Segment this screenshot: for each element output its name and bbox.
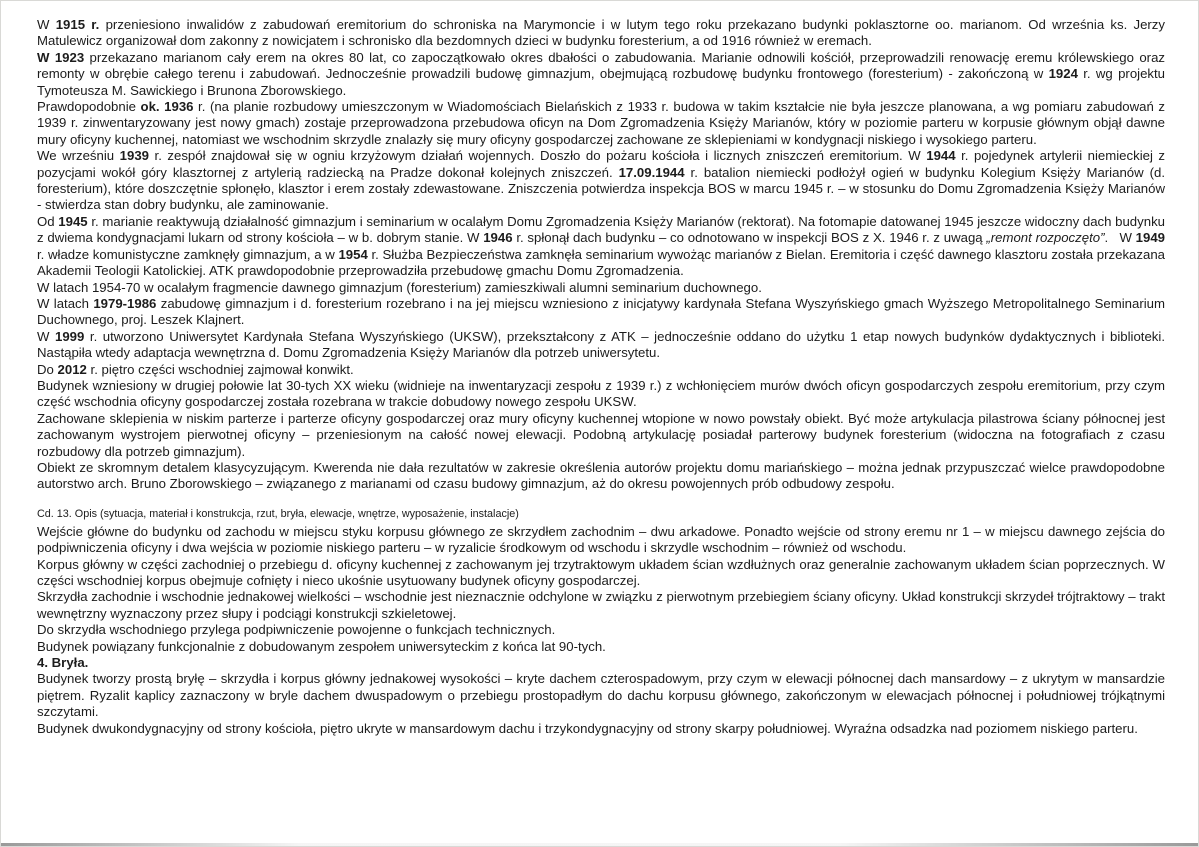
text-run: 1945: [58, 213, 88, 229]
text-run: „remont rozpoczęto”: [986, 230, 1105, 246]
text-run: r. piętro części wschodniej zajmował konwikt.: [86, 361, 354, 377]
text-run: 1954: [338, 246, 368, 262]
text-run: 1999: [55, 328, 85, 344]
text-run: r. batalion niemiecki podłożył ogień w budynku Kolegium Księży Marianów (d. foresterium), które doszczętnie spłonęło, klasztor i erem zostały zdewastowane. Zniszczenia potwierdza inspekcja BOS w marcu 1945 r. – w stosunku do Domu Zgromadzenia Księży Marianów - stwierdza stan dobry budynku, ale zaminowanie.: [37, 164, 1165, 213]
text-run: 17.09.1944: [618, 164, 685, 180]
text-run: 1944: [926, 148, 956, 164]
text-run: Do skrzydła wschodniego przylega podpiwniczenie powojenne o funkcjach technicznych.: [37, 622, 556, 638]
text-run: r. Służba Bezpieczeństwa zamknęła seminarium wywożąc marianów z Bielan. Eremitoria i część dawnego klasztoru została przekazana Akademii Teologii Katolickiej. ATK prawdopodobnie przeprowadziła przebudowę gmachu Domu Zgromadzenia.: [37, 246, 1165, 279]
text-run: przeniesiono inwalidów z zabudowań eremitorium do schroniska na Marymoncie i w lutym tego roku przekazano budynki poklasztorne oo. marianom. Od września ks. Jerzy Matulewicz organizował dom zakonny z nowicjatem i schronisko dla bezdomnych dzieci w budynku foresterium, a od 1916 również w eremach.: [37, 17, 1165, 49]
text-run: 1915 r.: [55, 17, 100, 32]
text-run: 1946: [483, 230, 513, 246]
text-run: Do: [37, 361, 58, 377]
paragraph: [37, 557, 1165, 590]
text-run: Budynek powiązany funkcjonalnie z dobudowanym zespołem uniwersyteckim z końca lat 90-tych.: [37, 638, 606, 654]
text-run: ok. 1936: [140, 99, 194, 115]
text-run: zabudowę gimnazjum i d. foresterium rozebrano i na jej miejscu wzniesiono z inicjatywy kardynała Stefana Wyszyńskiego gmach Wyższego Metropolitalnego Seminarium Duchownego, proj. Leszek Klajnert.: [37, 295, 1165, 328]
paragraph: [37, 589, 1165, 622]
text-run: r. władze komunistyczne zamknęły gimnazjum, a w: [37, 246, 339, 262]
paragraph: [37, 378, 1165, 411]
paragraph: [37, 362, 1165, 378]
paragraph: [37, 671, 1165, 720]
text-run: r. (na planie rozbudowy umieszczonym w Wiadomościach Bielańskich z 1933 r. budowa w takim kształcie nie była jeszcze planowana, a wg pomiaru zabudowań z 1939 r. zinwentaryzowany jest nowy gmach) zostaje przeprowadzona przebudowa oficyn na Dom Zgromadzenia Księży Marianów, który w poziomie parteru w korpusie głównym objął dawne mury oficyny kuchennej, natomiast we wschodnim skrzydle znalazły się mury oficyny gospodarczej zachowane ze sklepieniami w kondygnacji niskiego i wysokiego parteru.: [37, 99, 1165, 147]
text-run: Od: [37, 213, 59, 229]
text-run: Korpus główny w części zachodniej o przebiegu d. oficyny kuchennej z zachowanym jej trzytraktowym układem ścian wzdłużnych oraz generalnie zachowanym układem ścian poprzecznych. W części wschodniej korpus obejmuje cofnięty i nieco ukośnie usytuowany budynek oficyny gospodarczej.: [37, 556, 1165, 588]
paragraph: [37, 721, 1165, 737]
text-run: 2012: [57, 361, 87, 377]
text-run: r. marianie reaktywują działalność gimnazjum i seminarium w ocalałym Domu Zgromadzenia Księży Marianów (rektorat). Na fotomapie datowanej 1945 jeszcze widoczny dach budynku z dwiema kondygnacjami lukarn od strony kościoła – w b. dobrym stanie. W: [37, 213, 1166, 246]
paragraph: [37, 296, 1165, 329]
text-run: W latach 1954-70 w ocalałym fragmencie dawnego gimnazjum (foresterium) zamieszkiwali alumni seminarium duchownego.: [37, 279, 762, 295]
text-run: W latach: [37, 295, 94, 311]
text-run: Prawdopodobnie: [37, 99, 141, 115]
text-run: W 1923: [37, 49, 85, 65]
text-run: Skrzydła zachodnie i wschodnie jednakowej wielkości – wschodnie jest nieznacznie odchylone w związku z pierwotnym przebiegiem ściany oficyny. Układ konstrukcji skrzydeł trójtraktowy – trakt wewnętrzny wyznaczony przez słupy i podciągi konstrukcji szkieletowej.: [37, 589, 1165, 621]
paragraph: [37, 639, 1165, 655]
text-run: W: [37, 328, 56, 344]
section-heading: [37, 655, 1165, 671]
paragraph: [37, 148, 1165, 214]
paragraph: [37, 411, 1165, 460]
paragraph: [37, 99, 1165, 148]
text-run: r. pojedynek artylerii niemieckiej z pozycjami wokół góry klasztornej z artylerią radziecką na Pradze dokonał kolejnych zniszczeń.: [37, 148, 1166, 180]
paragraph: [37, 460, 1165, 493]
paragraph: [37, 17, 1165, 50]
text-run: 1949: [1135, 230, 1165, 246]
text-run: r. wg projektu Tymoteusza M. Sawickiego i Brunona Zborowskiego.: [37, 66, 1166, 98]
text-run: . W: [1104, 230, 1136, 246]
scan-edge-artifact: [1, 843, 1198, 846]
document-body: [37, 17, 1165, 737]
text-run: 1939: [119, 148, 149, 164]
paragraph: [37, 524, 1165, 557]
text-run: Wejście główne do budynku od zachodu w miejscu styku korpusu głównego ze skrzydłem zachodnim – dwu arkadowe. Ponadto wejście od strony eremu nr 1 – w miejscu dawnego zejścia do podpiwniczenia oficyny i dwa wejścia w poziomie niskiego parteru – w ryzalicie środkowym od wschodu i skrzydle wschodnim – również od wschodu.: [37, 523, 1165, 556]
text-run: r. zespół znajdował się w ogniu krzyżowym działań wojennych. Doszło do pożaru kościoła i licznych zniszczeń eremitorium. W: [149, 148, 927, 164]
text-run: Cd. 13. Opis (sytuacja, materiał i konstrukcja, rzut, bryła, elewacje, wnętrze, wyposażenie, instalacje): [37, 507, 519, 520]
text-run: Zachowane sklepienia w niskim parterze i parterze oficyny gospodarczej oraz mury oficyny kuchennej wtopione w nowo powstały obiekt. Być może artykulacja pilastrowa ściany północnej jest zachowanym wystrojem pierwotnej oficyny – przeniesionym na całość nowej elewacji. Podobną artykulację posiadał parterowy budynek foresterium (widoczna na fotografiach z czasu rozbudowy dla potrzeb gimnazjum).: [37, 410, 1165, 459]
text-run: r. spłonął dach budynku – co odnotowano w inspekcji BOS z X. 1946 r. z uwagą: [512, 230, 987, 246]
text-run: 4. Bryła.: [37, 655, 89, 671]
paragraph: [37, 214, 1165, 280]
paragraph: [37, 50, 1165, 99]
paragraph: [37, 280, 1165, 296]
paragraph: [37, 622, 1165, 638]
text-run: W: [37, 17, 56, 32]
caption-line: [37, 507, 1165, 521]
paragraph: [37, 329, 1165, 362]
text-run: Budynek wzniesiony w drugiej połowie lat 30-tych XX wieku (widnieje na inwentaryzacji zespołu z 1939 r.) z wchłonięciem murów dwóch oficyn gospodarczych zespołu eremitorium, przy czym część wschodnia oficyny gospodarczej została rozebrana w trakcie dobudowy nowego zespołu UKSW.: [37, 377, 1165, 410]
text-run: przekazano marianom cały erem na okres 80 lat, co zapoczątkowało okres dbałości o zabudowania. Marianie odnowili kościół, przeprowadzili renowację eremu królewskiego oraz remonty w obrębie całego terenu i zabudowań. Jednocześnie prowadzili budowę gimnazjum, obejmującą rozbudowę budynku frontowego (foresterium) - zakończoną w: [37, 49, 1165, 82]
text-run: We wrześniu: [37, 148, 120, 164]
text-run: Budynek dwukondygnacyjny od strony kościoła, piętro ukryte w mansardowym dachu i trzykondygnacyjny od strony skarpy południowej. Wyraźna odsadzka nad poziomem niskiego parteru.: [37, 720, 1138, 736]
text-run: 1924: [1048, 66, 1078, 82]
text-run: Budynek tworzy prostą bryłę – skrzydła i korpus główny jednakowej wysokości – kryte dachem czterospadowym, przy czym w elewacji północnej dach mansardowy – z ukrytym w mansardzie piętrem. Ryzalit kaplicy zaznaczony w bryle dachem dwuspadowym o przebiegu prostopadłym do dachu korpusu głównego, zakończonym w elewacjach północnej i południowej trójkątnymi szczytami.: [37, 671, 1165, 720]
text-run: r. utworzono Uniwersytet Kardynała Stefana Wyszyńskiego (UKSW), przekształcony z ATK – jednocześnie oddano do użytku 1 etap nowych budynków dydaktycznych i biblioteki. Nastąpiła wtedy adaptacja wewnętrzna d. Domu Zgromadzenia Księży Marianów dla potrzeb uniwersytetu.: [37, 328, 1165, 361]
text-run: 1979-1986: [93, 295, 157, 311]
text-run: Obiekt ze skromnym detalem klasycyzującym. Kwerenda nie dała rezultatów w zakresie określenia autorów projektu domu mariańskiego – można jednak przypuszczać wielce prawdopodobne autorstwo arch. Bruno Zborowskiego – związanego z marianami od czasu budowy gimnazjum, aż do okresu powojennych prób odbudowy zespołu.: [37, 459, 1165, 492]
